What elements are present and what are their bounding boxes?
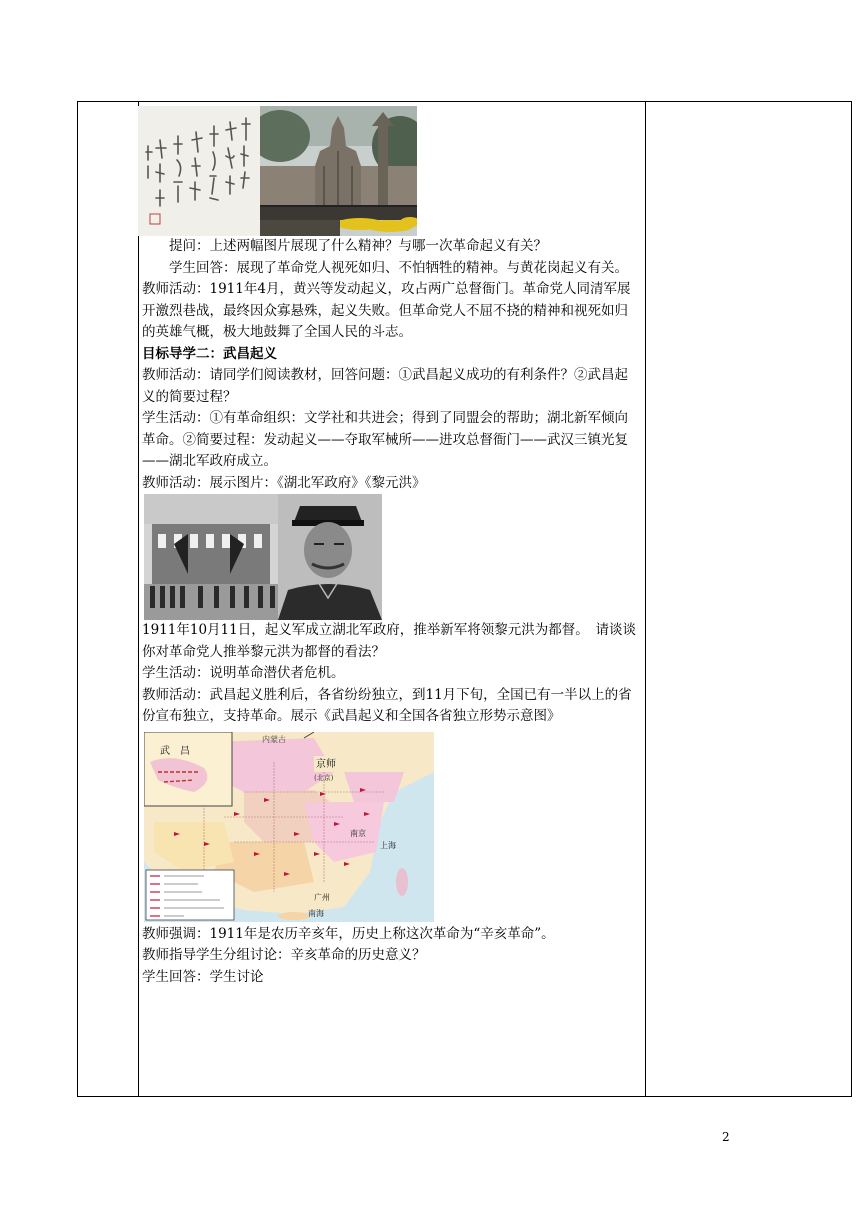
image-row-2 — [144, 494, 640, 620]
map-nanjing-label: 南京 — [350, 828, 366, 838]
map-capital-label: 京师 — [316, 758, 336, 770]
teacher-activity-text-3: 教师活动：展示图片：《湖北军政府》《黎元洪》 — [142, 474, 426, 491]
map-legend — [146, 870, 234, 920]
map-capital-sub: (北京) — [314, 773, 334, 782]
li-yuanhong-text: 1911年10月11日，起义军成立湖北军政府，推举新军将领黎元洪为都督。 请谈谈你对革命党人推举黎元洪为都督的看法？ — [142, 622, 636, 660]
independence-map-wrapper — [144, 732, 640, 922]
teacher-emphasis-text: 教师强调：1911年是农历辛亥年，历史上称这次革命为“辛亥革命”。 — [142, 925, 555, 942]
page-number: 2 — [722, 1130, 730, 1144]
teacher-activity-text-1: 教师活动：1911年4月，黄兴等发动起义，攻占两广总督衙门。革命党人同清军展开激烈巷战，最终因众寡悬殊，起义失败。但革命党人不屈不挠的精神和视死如归的英雄气概，极大地鼓舞了全国人民的斗志。 — [142, 281, 631, 340]
image-row-1 — [138, 106, 640, 236]
calligraphy-image — [138, 106, 260, 236]
student-answer-text: 学生回答：展现了革命党人视死如归、不怕牺牲的精神。与黄花岗起义有关。 — [169, 259, 628, 276]
hubei-military-government-image — [144, 494, 278, 620]
teacher-guidance-text: 教师指导学生分组讨论：辛亥革命的历史意义？ — [142, 947, 426, 963]
huanghuagang-monument-image — [260, 106, 417, 236]
teacher-activity-text-2: 教师活动：请同学们阅读教材，回答问题：①武昌起义成功的有利条件？②武昌起义的简要过程？ — [142, 367, 628, 405]
lesson-content — [142, 106, 640, 988]
independence-map-image — [144, 732, 434, 922]
table-col-divider-2 — [645, 102, 646, 1096]
student-activity-text-1: 学生活动：①有革命组织：文学社和共进会；得到了同盟会的帮助；湖北新军倾向革命。②简要过程：发动起义——夺取军械所——进攻总督衙门——武汉三镇光复——湖北军政府成立。 — [142, 410, 628, 469]
student-answer-text-2: 学生回答：学生讨论 — [142, 968, 264, 985]
map-shanghai-label: 上海 — [380, 840, 396, 850]
teacher-activity-text-4: 教师活动：武昌起义胜利后，各省纷纷独立，到11月下旬，全国已有一半以上的省份宣布独立，支持革命。展示《武昌起义和全国各省独立形势示意图》 — [142, 686, 632, 724]
question-text: 提问：上述两幅图片展现了什么精神？与哪一次革命起义有关？ — [169, 238, 547, 254]
map-nanhai-label: 南海 — [308, 908, 324, 918]
section-heading-wuchang: 目标导学二：武昌起义 — [142, 345, 277, 362]
map-guangzhou-label: 广州 — [314, 892, 330, 902]
student-activity-text-2: 学生活动：说明革命潜伏者危机。 — [142, 665, 345, 681]
map-top-label: 内蒙古 — [262, 734, 286, 744]
table-col-divider-1 — [138, 102, 139, 1096]
li-yuanhong-portrait-image — [278, 494, 382, 620]
map-inset-label: 武 昌 — [160, 745, 190, 757]
